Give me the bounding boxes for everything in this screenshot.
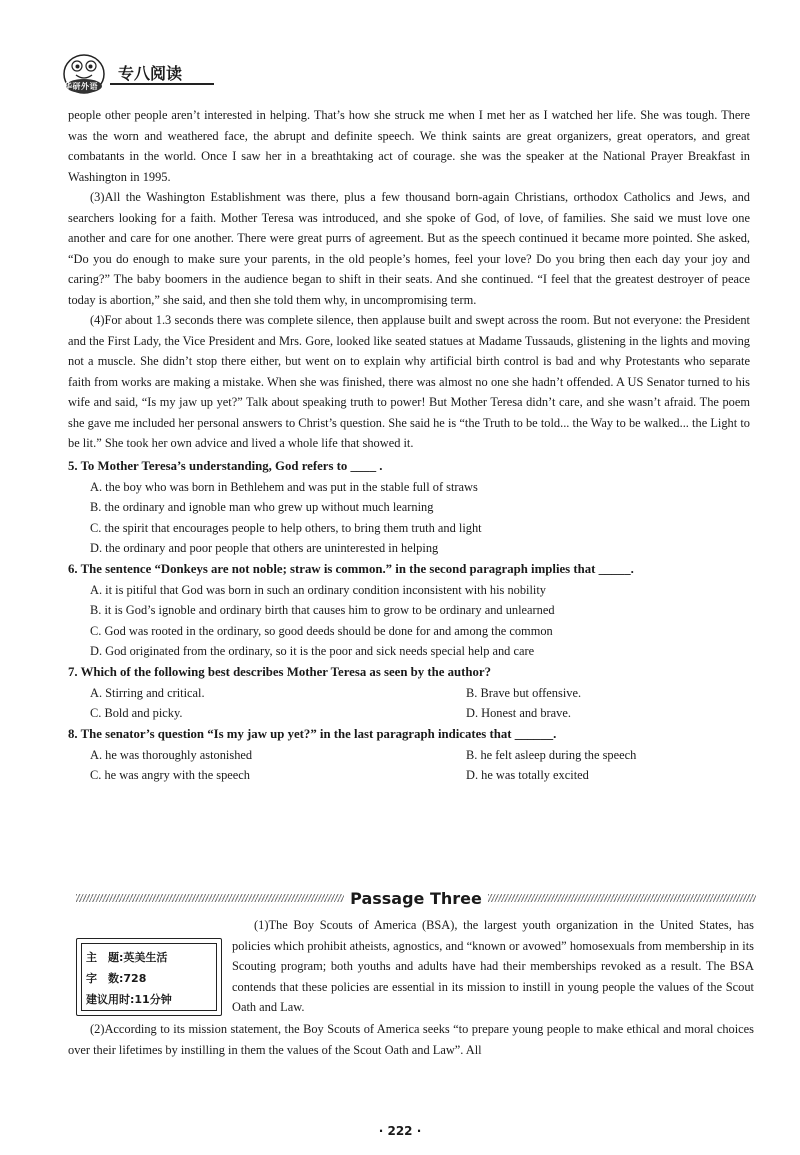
- question-stem: 7. Which of the following best describes Mother Teresa as seen by the author?: [68, 664, 492, 679]
- hatch-divider-left: [76, 894, 344, 902]
- passage-three-paragraph-2-wrap: [68, 1019, 754, 1060]
- passage-three-paragraph-2: (2)According to its mission statement, the Boy Scouts of America seeks “to prepare young people to make ethical and moral choices over their lifetimes by instilling in them the values of the Scout Oath and Law”. All: [68, 1022, 754, 1057]
- hatch-divider-right: [488, 894, 756, 902]
- option-d: D. Honest and brave.: [466, 706, 571, 720]
- option-c: C. the spirit that encourages people to help others, to bring them truth and light: [90, 520, 482, 535]
- option-b: B. it is God’s ignoble and ordinary birth that causes him to grow to be ordinary and unlearned: [90, 603, 555, 617]
- passage-info-box: [76, 938, 222, 1016]
- paragraph-4: (4)For about 1.3 seconds there was complete silence, then applause built and swept across the room. But not everyone: the President and the First Lady, the Vice President and Mrs. Gore, looked like seated statues at Madame Tussauds, glistening in the lights and moving not a muscle. She didn’t stop there either, but went on to explain why artificial birth control is bad and why Protestants who separate faith from works are making a mistake. When she was finished, there was almost no one she hadn’t offended. A US Senator turned to his wife and said, “Is my jaw up yet?” Talk about speaking truth to power! But Mother Teresa didn’t care, and she wasn’t afraid. The poem she gave me included her personal answers to Christ’s question. She said he is “the Truth to be told... the Way to be walked... the Light to be lit.” She took her own advice and lived a whole life that showed it.: [68, 313, 750, 450]
- option-c: C. he was angry with the speech: [90, 768, 251, 782]
- paragraph-3: (3)All the Washington Establishment was there, plus a few thousand born-again Christians, orthodox Catholics and Jews, and searchers looking for a faith. Mother Teresa was introduced, and she spoke of God, of love, of families. She said we must love one another and care for one another. There were great purrs of agreement. But as the speech continued it became more pointed. She asked, “Do you do enough to make sure your parents, in the old people’s homes, feel your love? Do you bring then each day your joy and caring?” The baby boomers in the audience began to shift in their seats. And she continued. “I feel that the greatest destroyer of peace today is abortion,” she said, and then she told them why, in uncompromising term.: [68, 190, 750, 307]
- topic-label: 主 题:英美生活: [86, 951, 168, 964]
- suggested-time-label: 建议用时:11分钟: [86, 993, 172, 1006]
- options-row: [90, 745, 750, 766]
- question-6: [68, 559, 750, 662]
- page-header: [62, 50, 212, 110]
- option-b: B. Brave but offensive.: [466, 685, 582, 700]
- option-d: D. God originated from the ordinary, so it is the poor and sick needs special help and care: [90, 644, 535, 658]
- question-7: [68, 662, 750, 724]
- question-stem: 6. The sentence “Donkeys are not noble; straw is common.” in the second paragraph implies that _____.: [68, 561, 634, 576]
- option-b: B. the ordinary and ignoble man who grew up without much learning: [90, 500, 434, 514]
- option-c: C. Bold and picky.: [90, 706, 183, 720]
- book-title: 专八阅读: [118, 64, 183, 83]
- passage-three-header: [76, 887, 756, 909]
- question-8: [68, 724, 750, 786]
- option-a: A. the boy who was born in Bethlehem and was put in the stable full of straws: [90, 479, 478, 494]
- paragraph-2-continued: people other people aren’t interested in helping. That’s how she struck me when I met her as I watched her life. She was tough. There was the worn and weathered face, the abrupt and definite speech. We think saints are great organizers, great operators, and great combatants in the world. Once I saw her in a breathtaking act of courage. she was the speaker at the National Prayer Breakfast in Washington in 1995.: [68, 108, 750, 184]
- option-a: A. Stirring and critical.: [90, 685, 205, 700]
- options-row: [90, 703, 750, 724]
- passage-three-paragraph-1-wrap: [232, 915, 754, 1018]
- option-a: A. he was thoroughly astonished: [90, 747, 253, 762]
- passage-three-paragraph-1: (1)The Boy Scouts of America (BSA), the largest youth organization in the United States, has policies which prohibit atheists, agnostics, and “known or avowed” homosexuals from membership in its Scouting program; both youths and adults have had their memberships revoked as a result. The BSA contends that these policies are essential in its mission to instill in young people the values of the Scout Oath and Law.: [232, 918, 754, 1014]
- header-underline: [110, 83, 214, 85]
- option-a: A. it is pitiful that God was born in such an ordinary condition inconsistent with his nobility: [90, 582, 547, 597]
- option-d: D. he was totally excited: [466, 768, 589, 782]
- passage-three-title: Passage Three: [350, 888, 482, 908]
- page-number: · 222 ·: [378, 1124, 422, 1138]
- passage-info-inner: [81, 943, 217, 1011]
- option-b: B. he felt asleep during the speech: [466, 747, 637, 762]
- word-count-label: 字 数:728: [86, 972, 147, 985]
- options-row: [90, 765, 750, 786]
- options-row: [90, 683, 750, 704]
- option-d: D. the ordinary and poor people that others are uninterested in helping: [90, 541, 439, 555]
- question-5: [68, 456, 750, 559]
- logo-text: 华研外语: [64, 82, 98, 91]
- question-stem: 8. The senator’s question “Is my jaw up yet?” in the last paragraph indicates that ______.: [68, 726, 557, 741]
- question-stem: 5. To Mother Teresa’s understanding, God refers to ____ .: [68, 458, 383, 473]
- passage-two-content: [68, 105, 750, 786]
- option-c: C. God was rooted in the ordinary, so good deeds should be done for and among the common: [90, 623, 553, 638]
